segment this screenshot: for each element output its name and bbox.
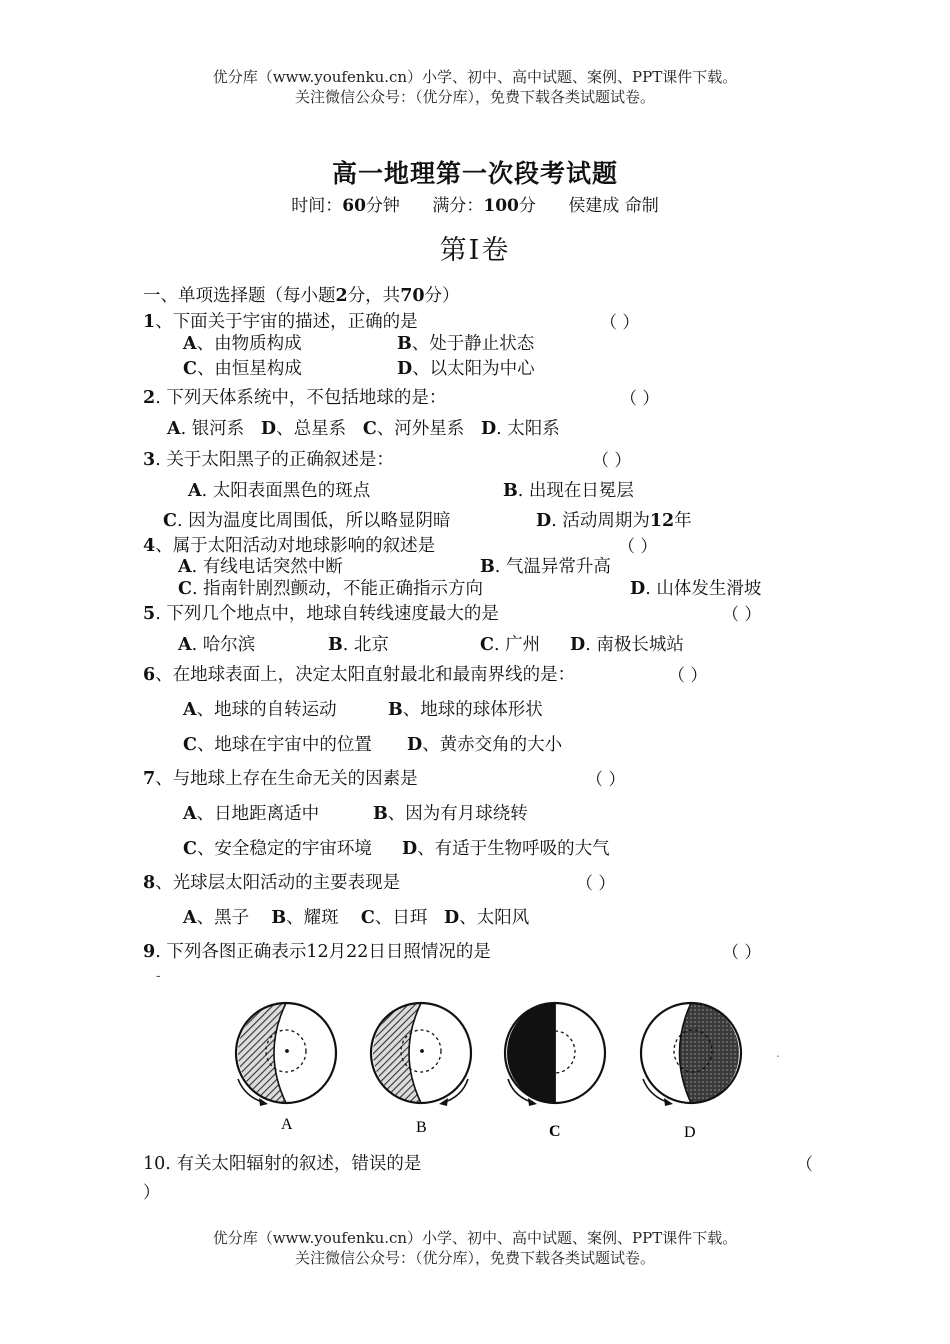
answer-paren-4: （ ） <box>618 537 658 557</box>
answer-paren-10-close: ） <box>143 1183 160 1203</box>
option-letter: A <box>183 700 197 720</box>
header-line-2: 关注微信公众号：（优分库），免费下载各类试题试卷。 <box>294 88 655 106</box>
option-text: . 有线电话突然中断 <box>191 557 343 577</box>
q3-option-c <box>163 507 451 532</box>
question-sep: 、 <box>155 536 173 556</box>
option-text: . 气温异常升高 <box>494 557 611 577</box>
globe-c <box>505 1003 605 1106</box>
answer-paren-8: （ ） <box>576 874 616 894</box>
question-text: 下面关于宇宙的描述，正确的是 <box>172 312 418 332</box>
option-letter: C <box>183 839 197 859</box>
option-letter: A <box>183 334 197 354</box>
q6-option-b <box>388 696 543 721</box>
option-letter: B <box>397 334 412 354</box>
option-letter: B <box>388 700 403 720</box>
option-text: 、安全稳定的宇宙环境 <box>196 839 372 859</box>
question-sep: 、 <box>155 312 173 332</box>
option-text: 、因为有月球绕转 <box>387 804 528 824</box>
option-text: . 广州 <box>493 635 541 655</box>
q4-option-c <box>178 575 483 600</box>
cycle-years: 12 <box>649 511 675 531</box>
option-letter: A <box>183 804 197 824</box>
option-text: . 银河系 <box>180 419 245 439</box>
option-text: 、由恒星构成 <box>196 359 302 379</box>
question-number: 7 <box>143 769 156 789</box>
question-sep: 、 <box>155 665 173 685</box>
question-number: 9 <box>143 942 156 962</box>
question-number: 10 <box>143 1154 166 1174</box>
question-text: 有关太阳辐射的叙述，错误的是 <box>176 1154 422 1174</box>
header-line-1: 优分库（www.youfenku.cn）小学、初中、高中试题、案例、PPT课件下载。 <box>212 68 738 86</box>
author: 侯建成 命制 <box>568 196 659 216</box>
question-sep: . <box>155 942 161 962</box>
question-text-end: 日日照情况的是 <box>368 942 491 962</box>
option-letter: D <box>397 359 413 379</box>
answer-paren-9: （ ） <box>722 943 762 963</box>
section-prefix: 一、单项选择题（每小题 <box>143 286 336 306</box>
option-text: 、河外星系 <box>376 419 465 439</box>
answer-paren-5: （ ） <box>722 605 762 625</box>
option-letter: A <box>188 481 202 501</box>
question-10 <box>143 1150 421 1175</box>
q4-option-d <box>630 575 761 600</box>
cycle-unit: 年 <box>674 511 692 531</box>
option-text: . 太阳系 <box>496 419 560 439</box>
question-text: 光球层太阳活动的主要表现是 <box>172 873 401 893</box>
question-sep: 、 <box>155 873 173 893</box>
time-value: 60 <box>342 196 366 216</box>
score-unit: 分 <box>518 196 536 216</box>
q3-option-b <box>503 477 634 502</box>
option-text: 、太阳风 <box>459 908 530 928</box>
option-text: . 北京 <box>342 635 389 655</box>
option-text: 、日地距离适中 <box>196 804 320 824</box>
option-letter: B <box>503 481 518 501</box>
option-letter: A <box>167 419 181 439</box>
score-label: 满分： <box>432 196 484 216</box>
option-letter: A <box>178 557 192 577</box>
option-text: . 活动周期为 <box>551 511 650 531</box>
option-text: 、处于静止状态 <box>411 334 535 354</box>
q1-option-d <box>397 355 535 380</box>
option-letter: B <box>480 557 495 577</box>
option-letter: D <box>402 839 418 859</box>
answer-paren-6: （ ） <box>668 666 708 686</box>
section-total: 70 <box>400 286 425 306</box>
page-title: 高一地理第一次段考试题 <box>331 159 618 188</box>
section-points: 2 <box>335 286 348 306</box>
date-day: 22 <box>346 942 369 962</box>
q8-options <box>183 904 529 929</box>
section-suffix: 分） <box>424 286 460 306</box>
option-text: 、耀斑 <box>286 908 339 928</box>
q1-option-c <box>183 355 302 380</box>
question-9 <box>143 938 491 963</box>
q7-option-a <box>183 800 319 825</box>
option-text: . 南极长城站 <box>585 635 684 655</box>
footer-line-1: 优分库（www.youfenku.cn）小学、初中、高中试题、案例、PPT课件下载。 <box>212 1229 738 1247</box>
option-letter: B <box>271 908 287 928</box>
illumination-figure <box>150 965 810 1150</box>
option-text: 、由物质构成 <box>196 334 302 354</box>
figure-label-a: A <box>281 1116 293 1133</box>
option-letter: D <box>536 511 552 531</box>
q5-option-a <box>178 631 255 656</box>
q5-option-b <box>328 631 389 656</box>
option-text: 、黄赤交角的大小 <box>422 735 563 755</box>
question-sep: . <box>165 1154 171 1174</box>
answer-paren-3: （ ） <box>592 451 632 471</box>
option-text: 、地球的自转运动 <box>196 700 337 720</box>
globe-d <box>641 1003 741 1106</box>
question-7 <box>143 765 418 790</box>
option-letter: C <box>480 635 494 655</box>
question-8 <box>143 869 400 894</box>
question-number: 1 <box>143 312 156 332</box>
globe-a <box>236 1003 336 1106</box>
question-text: 关于太阳黑子的正确叙述是： <box>166 450 394 470</box>
option-text: . 山体发生滑坡 <box>645 579 762 599</box>
option-letter: B <box>373 804 388 824</box>
option-text: . 出现在日冕层 <box>517 481 634 501</box>
time-label: 时间： <box>291 196 343 216</box>
figure-label-d: D <box>684 1124 696 1141</box>
option-text: 、地球的球体形状 <box>402 700 543 720</box>
question-3 <box>143 446 394 471</box>
question-number: 3 <box>143 450 156 470</box>
answer-paren-10-open: （ <box>796 1155 813 1175</box>
answer-paren-7: （ ） <box>586 770 626 790</box>
question-2 <box>143 384 446 409</box>
option-text: 、以太阳为中心 <box>412 359 535 379</box>
question-number: 2 <box>143 388 156 408</box>
q3-option-a <box>188 477 370 502</box>
option-text: 、有适于生物呼吸的大气 <box>417 839 610 859</box>
option-letter: A <box>183 908 197 928</box>
question-text: 属于太阳活动对地球影响的叙述是 <box>172 536 436 556</box>
question-sep: . <box>155 604 161 624</box>
option-text: . 因为温度比周围低，所以略显阴暗 <box>176 511 451 531</box>
volume-heading: 第Ⅰ卷 <box>439 235 511 266</box>
question-6 <box>143 661 575 686</box>
option-letter: B <box>328 635 343 655</box>
option-letter: D <box>444 908 460 928</box>
date-mid: 月 <box>328 942 347 962</box>
q6-option-d <box>407 731 562 756</box>
section-mid: 分，共 <box>347 286 401 306</box>
q1-option-a <box>183 330 302 355</box>
q5-option-c <box>480 631 540 656</box>
question-text: 与地球上存在生命无关的因素是 <box>172 769 418 789</box>
option-text: 、地球在宇宙中的位置 <box>196 735 372 755</box>
option-letter: D <box>260 419 277 439</box>
svg-text:-: - <box>156 968 161 984</box>
q6-option-a <box>183 696 337 721</box>
question-sep: 、 <box>155 769 173 789</box>
option-letter: C <box>183 359 197 379</box>
time-unit: 分钟 <box>365 196 400 216</box>
globe-b <box>371 1003 471 1106</box>
question-number: 4 <box>143 536 156 556</box>
question-number: 5 <box>143 604 156 624</box>
option-letter: D <box>407 735 423 755</box>
answer-paren-1: （ ） <box>600 313 640 333</box>
option-letter: C <box>163 511 177 531</box>
q6-option-c <box>183 731 372 756</box>
option-text: 、总星系 <box>276 419 347 439</box>
section-heading <box>143 282 460 307</box>
option-letter: A <box>178 635 192 655</box>
figure-label-c: C <box>549 1123 561 1140</box>
option-letter: D <box>480 419 497 439</box>
q3-option-d <box>536 507 692 532</box>
score-value: 100 <box>483 196 519 216</box>
question-number: 6 <box>143 665 156 685</box>
option-letter: D <box>570 635 586 655</box>
question-sep: . <box>155 450 161 470</box>
question-text: 下列各图正确表示 <box>166 942 307 962</box>
option-letter: C <box>183 735 197 755</box>
q2-options <box>167 415 560 440</box>
exam-subtitle <box>0 191 950 216</box>
option-text: 、日珥 <box>374 908 428 928</box>
option-letter: D <box>630 579 646 599</box>
question-sep: . <box>155 388 161 408</box>
option-text: . 哈尔滨 <box>191 635 256 655</box>
svg-text:.: . <box>776 1046 780 1060</box>
question-text: 在地球表面上，决定太阳直射最北和最南界线的是： <box>172 665 576 685</box>
question-number: 8 <box>143 873 156 893</box>
q7-option-d <box>402 835 610 860</box>
q1-option-b <box>397 330 534 355</box>
figure-label-b: B <box>416 1119 427 1136</box>
option-text: 、黑子 <box>196 908 250 928</box>
q4-option-b <box>480 553 611 578</box>
option-letter: C <box>178 579 192 599</box>
answer-paren-2: （ ） <box>620 389 660 409</box>
option-letter: C <box>360 908 375 928</box>
date-month: 12 <box>306 942 329 962</box>
q5-option-d <box>570 631 684 656</box>
question-text: 下列天体系统中，不包括地球的是： <box>166 388 447 408</box>
option-letter: C <box>362 419 377 439</box>
option-text: . 指南针剧烈颤动，不能正确指示方向 <box>191 579 484 599</box>
q7-option-c <box>183 835 372 860</box>
question-text: 下列几个地点中，地球自转线速度最大的是 <box>166 604 499 624</box>
option-text: . 太阳表面黑色的斑点 <box>201 481 371 501</box>
footer-line-2: 关注微信公众号：（优分库），免费下载各类试题试卷。 <box>294 1249 655 1267</box>
question-5 <box>143 600 499 625</box>
q7-option-b <box>373 800 528 825</box>
